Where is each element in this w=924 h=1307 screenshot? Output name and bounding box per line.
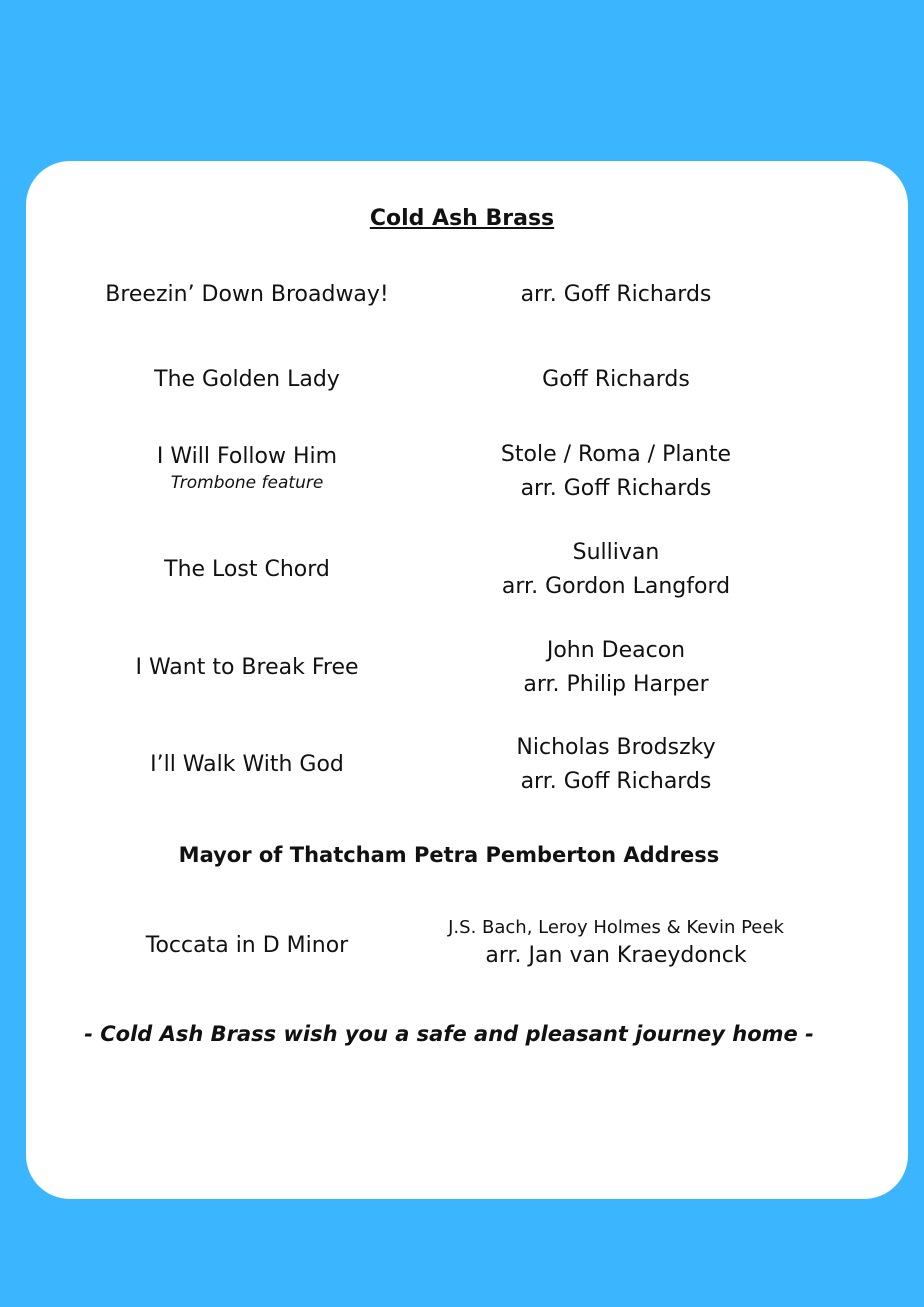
composer <box>416 731 816 799</box>
composer-line: Stole / Roma / Plante <box>500 442 732 467</box>
farewell-message: - Cold Ash Brass wish you a safe and pleasant journey home - <box>84 1022 814 1046</box>
piece-title: I Want to Break Free <box>135 655 359 680</box>
composer <box>416 363 816 397</box>
piece-title: The Lost Chord <box>164 557 330 582</box>
piece-note: Trombone feature <box>170 472 324 493</box>
mayor-address: Mayor of Thatcham Petra Pemberton Address <box>178 843 720 867</box>
piece-title: I Will Follow Him <box>156 444 338 469</box>
composer <box>416 911 816 973</box>
composer-line: arr. Goff Richards <box>520 476 712 501</box>
composer-line: Sullivan <box>572 540 660 565</box>
composer <box>416 278 816 312</box>
composer-line: J.S. Bach, Leroy Holmes & Kevin Peek <box>448 917 784 938</box>
piece-title: Toccata in D Minor <box>145 933 349 958</box>
composer-line: arr. Gordon Langford <box>501 574 731 599</box>
composer <box>416 438 816 506</box>
piece-title: The Golden Lady <box>154 367 340 392</box>
composer-line: arr. Philip Harper <box>523 672 709 697</box>
composer-line: John Deacon <box>546 638 686 663</box>
band-title: Cold Ash Brass <box>369 206 555 231</box>
composer-line: arr. Goff Richards <box>520 769 712 794</box>
composer-line: Goff Richards <box>542 367 690 392</box>
piece-title: Breezin’ Down Broadway! <box>105 282 389 307</box>
composer <box>416 634 816 702</box>
piece-title: I’ll Walk With God <box>150 752 344 777</box>
composer-line: arr. Goff Richards <box>520 282 712 307</box>
composer-line: arr. Jan van Kraeydonck <box>485 943 747 968</box>
piece-block <box>47 443 447 495</box>
composer-line: Nicholas Brodszky <box>516 735 716 760</box>
composer <box>416 536 816 604</box>
